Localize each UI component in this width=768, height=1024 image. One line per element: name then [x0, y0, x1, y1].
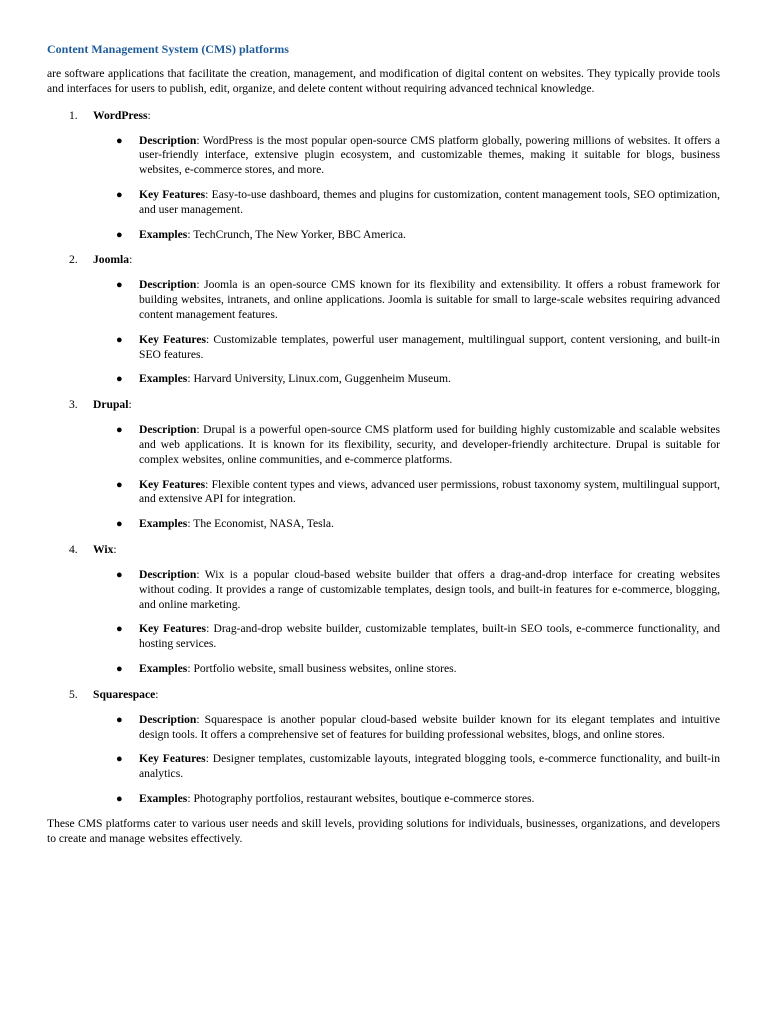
description-text: Joomla is an open-source CMS known for its flexibility and extensibility. It offers a robust framework for building websites, intranets, and online applications. Joomla is suitable for small to large-scale websites requiring advanced content management features. — [139, 278, 721, 321]
features-label: Key Features — [139, 752, 206, 766]
examples-label: Examples — [139, 791, 188, 805]
examples-text: Harvard University, Linux.com, Guggenheim Museum. — [193, 372, 451, 386]
bullet-icon: ● — [116, 228, 123, 241]
features-text: Easy-to-use dashboard, themes and plugins for customization, content management tools, SEO optimization, and user management. — [139, 187, 720, 216]
platform-details — [47, 713, 720, 807]
platform-heading: 1. WordPress: — [69, 108, 151, 122]
examples-text: Photography portfolios, restaurant websites, boutique e-commerce stores. — [193, 791, 535, 805]
platform-details — [47, 568, 720, 677]
description-text: Wix is a popular cloud-based website builder that offers a drag-and-drop interface for creating websites without coding. It provides a range of customizable templates, design tools, and built-in features for e-commerce, blogging, and online marketing. — [139, 567, 720, 611]
list-number: 5. — [69, 687, 78, 701]
platform-heading: 4. Wix: — [69, 542, 117, 556]
features-item: ● Key Features: Designer templates, customizable layouts, integrated blogging tools, e-commerce functionality, and built-in analytics. — [116, 752, 720, 781]
examples-label: Examples — [139, 517, 188, 531]
bullet-icon: ● — [116, 568, 123, 581]
bullet-icon: ● — [116, 623, 123, 636]
document-title: Content Management System (CMS) platforms — [47, 42, 289, 56]
examples-text: Portfolio website, small business websites, online stores. — [193, 661, 457, 675]
features-text: Drag-and-drop website builder, customizable templates, built-in SEO tools, e-commerce functionality, and hosting services. — [139, 622, 721, 651]
features-label: Key Features — [139, 622, 207, 636]
platform-details — [47, 278, 720, 387]
platform-details — [47, 134, 720, 243]
description-text: Squarespace is another popular cloud-based website builder known for its elegant templates and intuitive design tools. It offers a comprehensive set of features for building professional websites, blogs, and online stores. — [139, 712, 720, 741]
platform-item — [47, 397, 720, 532]
examples-item: ● Examples: Photography portfolios, restaurant websites, boutique e-commerce stores. — [116, 791, 535, 805]
examples-text: The Economist, NASA, Tesla. — [193, 517, 334, 531]
platform-name: WordPress — [93, 108, 148, 122]
examples-item: ● Examples: Portfolio website, small business websites, online stores. — [116, 661, 457, 675]
list-number: 3. — [69, 398, 78, 412]
examples-item: ● Examples: The Economist, NASA, Tesla. — [116, 517, 334, 531]
features-item: ● Key Features: Customizable templates, powerful user management, multilingual support, content versioning, and built-in SEO features. — [116, 332, 720, 361]
list-number: 1. — [69, 108, 78, 122]
bullet-icon: ● — [116, 373, 123, 386]
platform-item — [47, 252, 720, 387]
features-label: Key Features — [139, 187, 206, 201]
platform-heading: 2. Joomla: — [69, 253, 133, 267]
platform-list — [47, 108, 720, 807]
features-label: Key Features — [139, 332, 206, 346]
bullet-icon: ● — [116, 792, 123, 805]
features-item: ● Key Features: Easy-to-use dashboard, themes and plugins for customization, content management tools, SEO optimization, and user management. — [116, 187, 720, 216]
platform-item — [47, 687, 720, 807]
platform-details — [47, 423, 720, 532]
bullet-icon: ● — [116, 279, 123, 292]
examples-item: ● Examples: TechCrunch, The New Yorker, BBC America. — [116, 227, 406, 241]
description-text: Drupal is a powerful open-source CMS platform used for building highly customizable and scalable websites and web applications. It is known for its flexibility, security, and developer-friendly architecture. Drupal is suitable for complex websites, online communities, and e-commerce platforms. — [139, 423, 720, 466]
description-label: Description — [139, 133, 197, 147]
description-text: WordPress is the most popular open-source CMS platform globally, powering millions of websites. It offers a user-friendly interface, extensive plugin ecosystem, and customizable themes, making it suitable for blogs, business websites, e-commerce stores, and more. — [139, 133, 720, 177]
description-item: ● Description: Joomla is an open-source CMS known for its flexibility and extensibility. It offers a robust framework for building websites, intranets, and online applications. Joomla is suitable for small to large-scale websites requiring advanced content management features. — [116, 278, 721, 321]
bullet-icon: ● — [116, 424, 123, 437]
description-item: ● Description: WordPress is the most popular open-source CMS platform globally, powering millions of websites. It offers a user-friendly interface, extensive plugin ecosystem, and customizable themes, making it suitable for blogs, business websites, e-commerce stores, and more. — [116, 133, 720, 177]
platform-heading: 5. Squarespace: — [69, 687, 159, 701]
features-text: Customizable templates, powerful user management, multilingual support, content versioning, and built-in SEO features. — [139, 332, 720, 361]
description-label: Description — [139, 712, 197, 726]
bullet-icon: ● — [116, 662, 123, 675]
bullet-icon: ● — [116, 188, 123, 201]
platform-name: Wix — [93, 542, 114, 556]
bullet-icon: ● — [116, 518, 123, 531]
description-label: Description — [139, 278, 197, 292]
description-item: ● Description: Wix is a popular cloud-based website builder that offers a drag-and-drop interface for creating websites without coding. It provides a range of customizable templates, design tools, and built-in features for e-commerce, blogging, and online marketing. — [116, 567, 720, 611]
features-text: Designer templates, customizable layouts, integrated blogging tools, e-commerce functionality, and built-in analytics. — [139, 752, 720, 781]
intro-paragraph: are software applications that facilitate the creation, management, and modification of digital content on websites. They typically provide tools and interfaces for users to publish, edit, organize, and delete content without requiring advanced technical knowledge. — [47, 67, 720, 95]
bullet-icon: ● — [116, 333, 123, 346]
platform-heading: 3. Drupal: — [69, 398, 132, 412]
examples-label: Examples — [139, 227, 188, 241]
list-number: 2. — [69, 253, 78, 267]
platform-name: Squarespace — [93, 687, 156, 701]
bullet-icon: ● — [116, 713, 123, 726]
features-label: Key Features — [139, 477, 206, 491]
platform-item — [47, 542, 720, 677]
description-label: Description — [139, 567, 197, 581]
bullet-icon: ● — [116, 134, 123, 147]
description-item: ● Description: Squarespace is another popular cloud-based website builder known for its elegant templates and intuitive design tools. It offers a comprehensive set of features for building professional websites, blogs, and online stores. — [116, 712, 720, 741]
examples-item: ● Examples: Harvard University, Linux.com, Guggenheim Museum. — [116, 372, 451, 386]
features-item: ● Key Features: Flexible content types and views, advanced user permissions, robust taxonomy system, multilingual support, and extensive API for integration. — [116, 477, 720, 506]
conclusion-paragraph: These CMS platforms cater to various user needs and skill levels, providing solutions for individuals, businesses, organizations, and developers to create and manage websites effectively. — [47, 816, 720, 845]
list-number: 4. — [69, 542, 78, 556]
examples-label: Examples — [139, 372, 188, 386]
platform-item — [47, 108, 720, 243]
bullet-icon: ● — [116, 753, 123, 766]
description-label: Description — [139, 423, 197, 437]
bullet-icon: ● — [116, 478, 123, 491]
features-item: ● Key Features: Drag-and-drop website builder, customizable templates, built-in SEO tools, e-commerce functionality, and hosting services. — [116, 622, 721, 651]
examples-label: Examples — [139, 661, 188, 675]
features-text: Flexible content types and views, advanced user permissions, robust taxonomy system, multilingual support, and extensive API for integration. — [139, 477, 720, 506]
platform-name: Joomla — [93, 253, 130, 267]
platform-name: Drupal — [93, 398, 129, 412]
examples-text: TechCrunch, The New Yorker, BBC America. — [193, 227, 406, 241]
description-item: ● Description: Drupal is a powerful open-source CMS platform used for building highly customizable and scalable websites and web applications. It is known for its flexibility, security, and developer-friendly architecture. Drupal is suitable for complex websites, online communities, and e-commerce platforms. — [116, 423, 720, 466]
